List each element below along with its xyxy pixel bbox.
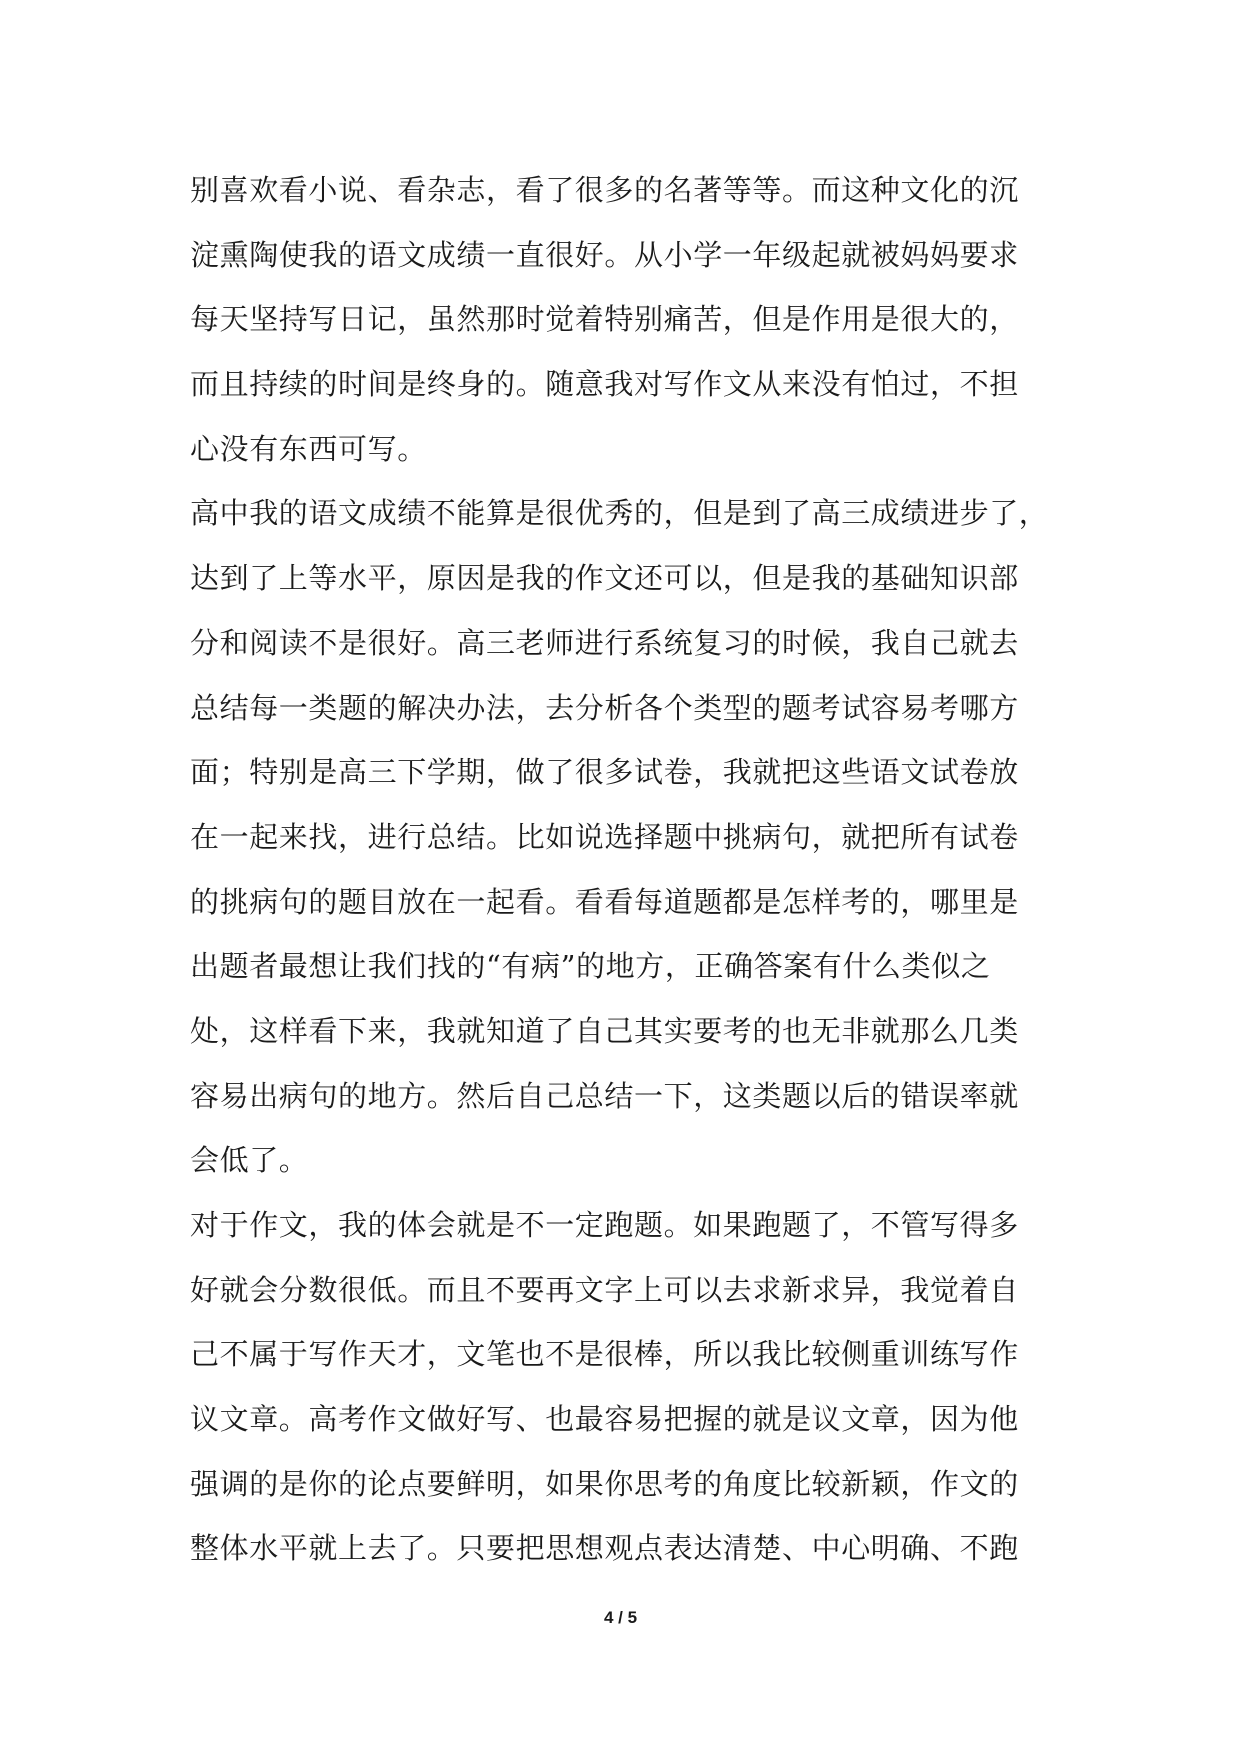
text-line: 总结每一类题的解决办法，去分析各个类型的题考试容易考哪方 <box>190 690 1019 725</box>
text-line: 淀熏陶使我的语文成绩一直很好。从小学一年级起就被妈妈要求 <box>190 237 1019 272</box>
text-line: 容易出病句的地方。然后自己总结一下，这类题以后的错误率就 <box>190 1078 1019 1113</box>
text-line: 好就会分数很低。而且不要再文字上可以去求新求异，我觉着自 <box>190 1272 1019 1307</box>
text-line: 在一起来找，进行总结。比如说选择题中挑病句，就把所有试卷 <box>190 819 1019 854</box>
text-line: 整体水平就上去了。只要把思想观点表达清楚、中心明确、不跑 <box>190 1531 1019 1566</box>
text-line: 分和阅读不是很好。高三老师进行系统复习的时候，我自己就去 <box>190 625 1019 660</box>
text-line: 会低了。 <box>190 1143 309 1178</box>
page-number: 4 / 5 <box>603 1608 638 1627</box>
text-line: 心没有东西可写。 <box>190 431 427 466</box>
text-line: 高中我的语文成绩不能算是很优秀的，但是到了高三成绩进步了， <box>190 496 1049 531</box>
text-line: 的挑病句的题目放在一起看。看看每道题都是怎样考的，哪里是 <box>190 884 1019 919</box>
text-line: 面；特别是高三下学期，做了很多试卷，我就把这些语文试卷放 <box>190 755 1019 790</box>
text-line: 处，这样看下来，我就知道了自己其实要考的也无非就那么几类 <box>190 1013 1019 1048</box>
text-line: 出题者最想让我们找的“有病”的地方，正确答案有什么类似之 <box>190 949 991 984</box>
text-line: 而且持续的时间是终身的。随意我对写作文从来没有怕过，不担 <box>190 367 1019 402</box>
body-text <box>190 158 1060 1581</box>
text-line: 强调的是你的论点要鲜明，如果你思考的角度比较新颖，作文的 <box>190 1466 1019 1501</box>
text-line: 对于作文，我的体会就是不一定跑题。如果跑题了，不管写得多 <box>190 1208 1019 1242</box>
text-line: 达到了上等水平，原因是我的作文还可以，但是我的基础知识部 <box>190 561 1019 596</box>
text-line: 议文章。高考作文做好写、也最容易把握的就是议文章，因为他 <box>190 1402 1019 1437</box>
text-line: 己不属于写作天才，文笔也不是很棒，所以我比较侧重训练写作 <box>190 1337 1019 1372</box>
text-line: 每天坚持写日记，虽然那时觉着特别痛苦，但是作用是很大的， <box>190 302 1019 337</box>
text-line: 别喜欢看小说、看杂志，看了很多的名著等等。而这种文化的沉 <box>190 173 1019 207</box>
